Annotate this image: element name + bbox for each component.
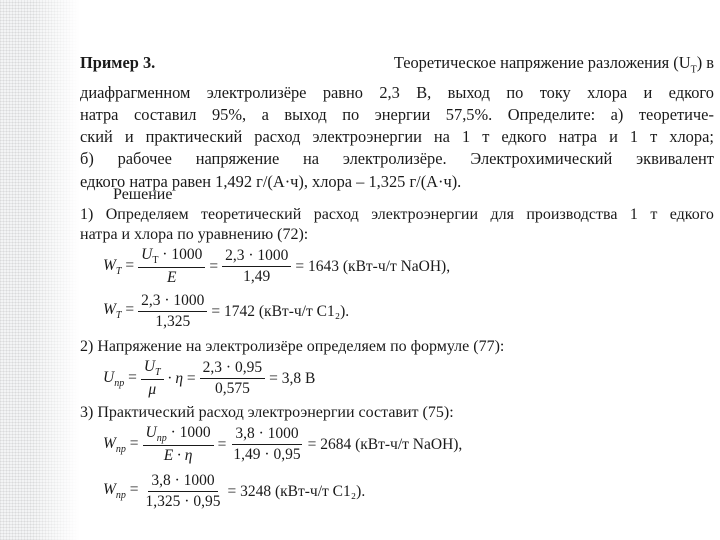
word: т [482, 127, 490, 147]
problem-line-1-text: Теоретическое напряжение разложения (U [393, 53, 691, 72]
f5-result: = 3248 (кВт-ч/т С1₂). [227, 482, 366, 500]
word: 1 [629, 206, 638, 223]
f4-lhs-sub: пр [115, 443, 126, 455]
f4-fraction-numeric [230, 425, 303, 464]
word: едкого [669, 206, 714, 223]
f2-fraction [138, 292, 207, 331]
word: а) [610, 104, 624, 124]
formula-practical-naoh: $W_{пр}$ = $\frac{U_{пр} \cdot 1000}{E \cdot \eta}$ = $\frac{3,8 \cdot 1000}{1,49 \cdot 0,95}$ = 2684 (кВт-ч/т NaOH), [103, 424, 463, 465]
f4-num-sub: пр [156, 433, 167, 445]
word: расход [254, 127, 301, 147]
f2-lhs: W [103, 301, 116, 319]
word: теоретиче- [638, 104, 714, 124]
f4-num-rest: · 1000 [166, 424, 211, 441]
f4-num-symbol: U [145, 424, 157, 441]
f1-fraction-numeric [222, 247, 291, 286]
word: ский [80, 127, 113, 147]
word: 2,3 [379, 82, 400, 102]
word: Определяем [105, 206, 189, 223]
word: для [490, 206, 514, 223]
problem-line-2 [80, 82, 714, 104]
word: натра [80, 104, 119, 124]
word: рабочее [117, 149, 172, 169]
word: диафрагменном [80, 82, 191, 102]
f3-num-numeric: 2,3 · 0,95 [200, 359, 265, 379]
f1-num-sub: Т [152, 255, 159, 267]
f1-num-numeric: 2,3 · 1000 [222, 247, 291, 267]
f5-lhs-sub: пр [115, 490, 126, 502]
formula-voltage: $U_{пр}$ = $\frac{U_T}{\mu}$ · η = $\frac{2,3 \cdot 0,95}{0,575}$ = 3,8 В [103, 358, 316, 399]
f3-num-symbol: U [143, 358, 156, 375]
word: напряжение [195, 149, 280, 169]
f1-den-numeric: 1,49 [243, 268, 271, 286]
formula-theoretical-chlorine: $W_T$ = $\frac{2,3 \cdot 1000}{1,325}$ = 1742 (кВт-ч/т С1₂). [103, 292, 350, 330]
word: электроэнергии [371, 206, 479, 223]
word: по [506, 82, 524, 102]
f3-den-symbol: μ [148, 381, 157, 399]
formula-practical-chlorine: $W_{пр}$ = $\frac{3,8 \cdot 1000}{1,325 \cdot 0,95}$ = 3248 (кВт-ч/т С1₂). [103, 472, 366, 510]
word: т [650, 127, 658, 147]
word: 1) [80, 206, 94, 223]
problem-line-5 [80, 148, 714, 170]
word: электроэнергии [312, 127, 422, 147]
f1-den-symbol: E [166, 269, 177, 287]
word: т [650, 206, 658, 223]
step-1-line-1 [80, 206, 714, 224]
f4-result: = 2684 (кВт-ч/т NaOH), [307, 435, 463, 453]
word: едкого [501, 127, 547, 147]
word: Электрохимический [470, 149, 613, 169]
problem-line-3 [80, 104, 714, 126]
word: хлора [587, 82, 628, 102]
f3-fraction-numeric [200, 359, 265, 398]
word: на [303, 149, 320, 169]
problem-line-6-text: едкого натра равен 1,492 г/(А·ч), хлора – 1,325 г/(А·ч). [80, 171, 462, 191]
problem-statement [80, 52, 714, 193]
f2-lhs-sub: T [115, 310, 122, 322]
problem-line-1 [80, 52, 714, 82]
word: 95%, [211, 104, 247, 124]
word: энергии [374, 104, 431, 124]
f1-fraction-symbolic [138, 246, 205, 287]
f5-den: 1,325 · 0,95 [145, 493, 221, 510]
f3-den-numeric: 0,575 [214, 380, 250, 398]
word: производства [526, 206, 618, 223]
word: Определите: [507, 104, 596, 124]
f1-lhs-sub: T [115, 265, 122, 277]
f3-lhs-sub: пр [114, 377, 125, 389]
problem-line-1-end: ) в [696, 53, 714, 72]
f2-den: 1,325 [155, 313, 191, 330]
problem-line-1-sub: Т [690, 64, 697, 76]
f5-lhs: W [103, 481, 116, 499]
word: выход [284, 104, 327, 124]
f4-den-symbol: E · η [163, 447, 193, 465]
word: и [609, 127, 618, 147]
word: по [342, 104, 360, 124]
f1-num-rest: · 1000 [158, 246, 203, 263]
word: В, [416, 82, 432, 102]
word: и [124, 127, 134, 147]
word: равно [322, 82, 363, 102]
f1-num-symbol: U [141, 246, 153, 263]
f5-fraction [143, 472, 224, 511]
problem-line-6 [80, 171, 714, 193]
word: 1 [629, 127, 639, 147]
word: на [433, 127, 450, 147]
word: электролизёре [206, 82, 307, 102]
word: едкого [668, 82, 714, 102]
step-1-line-2: натра и хлора по уравнению (72): [80, 226, 309, 243]
formula-theoretical-naoh: $W_T$ = $\frac{U_Т \cdot 1000}{E}$ = $\frac{2,3 \cdot 1000}{1,49}$ = 1643 (кВт-ч/т NaOH), [103, 246, 451, 287]
word: расход [313, 206, 359, 223]
f4-num-numeric: 3,8 · 1000 [232, 425, 301, 445]
problem-line-4 [80, 126, 714, 148]
f2-num: 2,3 · 1000 [138, 292, 207, 312]
f4-den-numeric: 1,49 · 0,95 [233, 446, 301, 464]
f2-result: = 1742 (кВт-ч/т С1₂). [211, 302, 350, 320]
f1-result: = 1643 (кВт-ч/т NaOH), [295, 257, 451, 275]
word: 1 [461, 127, 471, 147]
solution-heading: Решение [113, 186, 173, 203]
word: выход [447, 82, 490, 102]
step-2-line: 2) Напряжение на электролизёре определяем по формуле (77): [80, 338, 505, 355]
word: электролизёре. [342, 149, 447, 169]
f3-lhs: U [103, 368, 115, 386]
f3-num-sub: T [155, 367, 161, 379]
word: теоретический [201, 206, 302, 223]
word: а [261, 104, 269, 124]
f5-num: 3,8 · 1000 [148, 472, 217, 492]
word: и [643, 82, 653, 102]
problem-label: Пример 3. [80, 53, 156, 72]
word: практический [145, 127, 243, 147]
word: б) [80, 149, 94, 169]
f1-lhs: W [103, 256, 116, 274]
f3-fraction-symbolic [141, 358, 164, 399]
word: току [539, 82, 571, 102]
f3-eta: · η [167, 369, 184, 387]
f3-result: = 3,8 В [269, 369, 316, 387]
f4-lhs: W [103, 434, 116, 452]
word: 57,5%. [445, 104, 493, 124]
f4-fraction-symbolic [143, 424, 214, 465]
word: хлора; [669, 127, 714, 147]
word: составил [133, 104, 197, 124]
word: натра [558, 127, 598, 147]
word: эквивалент [636, 149, 714, 169]
step-3-line: 3) Практический расход электроэнергии составит (75): [80, 404, 454, 421]
